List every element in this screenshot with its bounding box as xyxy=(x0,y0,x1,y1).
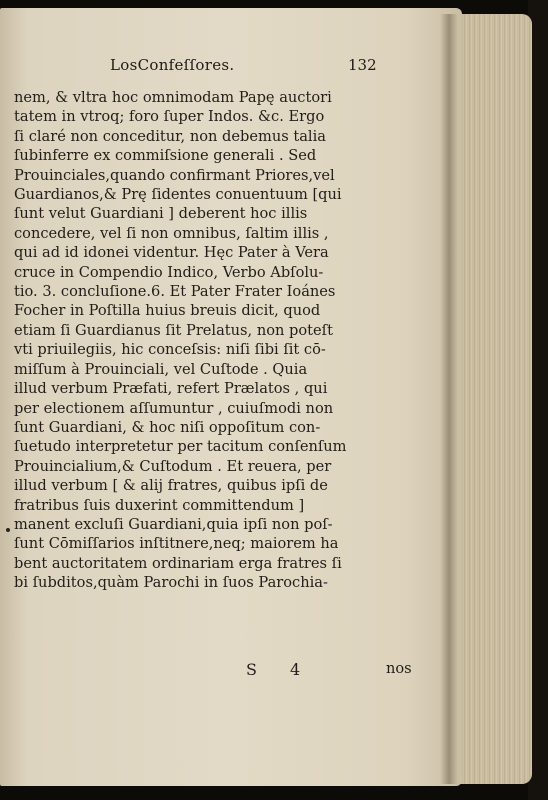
text-line: Prouincialium,& Cuſtodum . Et reuera, per xyxy=(14,457,332,475)
text-line: tatem in vtroq; foro ſuper Indos. &c. Ergo xyxy=(14,108,325,126)
text-line: Focher in Poſtilla huius breuis dicit, quod xyxy=(14,302,321,320)
book-page xyxy=(0,8,462,786)
catchword: nos xyxy=(386,660,412,677)
text-line: per electionem aſſumuntur , cuiuſmodi non xyxy=(14,399,334,417)
text-line: ſunt Cōmiſſarios inſtitnere,neq; maiorem ha xyxy=(14,535,339,553)
text-line: vti priuilegiis, hic conceſsis: niſi ſibi ſit cō- xyxy=(14,341,326,359)
page-number: 132 xyxy=(348,56,377,74)
text-line: ſuetudo interpretetur per tacitum conſenſum xyxy=(14,438,347,456)
text-line: ſi claré non conceditur, non debemus talia xyxy=(14,127,326,145)
text-line: bi ſubditos,quàm Parochi in ſuos Parochia- xyxy=(14,574,328,592)
text-line: concedere, vel ſi non omnibus, ſaltim illis , xyxy=(14,224,329,242)
text-line: manent excluſi Guardiani,quia ipſi non poſ- xyxy=(14,515,333,533)
text-line: miſſum à Prouinciali, vel Cuſtode . Quia xyxy=(14,360,308,378)
text-line: bent auctoritatem ordinariam erga fratres ſi xyxy=(14,554,342,572)
text-line: ſunt Guardiani, & hoc niſi oppoſitum con- xyxy=(14,418,321,436)
page-header xyxy=(0,56,440,84)
text-line: tio. 3. concluſione.6. Et Pater Frater Ioánes xyxy=(14,283,336,301)
signature-mark: S 4 xyxy=(246,660,315,679)
text-line: ſubinferre ex commiſsione generali . Sed xyxy=(14,147,317,165)
text-line: nem, & vltra hoc omnimodam Papę auctori xyxy=(14,89,332,106)
text-line: fratribus ſuis duxerint committendum ] xyxy=(14,496,305,514)
body-text xyxy=(14,88,398,593)
ink-speck xyxy=(6,528,10,532)
text-line: illud verbum Præfati, refert Prælatos , qui xyxy=(14,380,328,398)
text-line: illud verbum [ & alij fratres, quibus ipſi de xyxy=(14,477,328,495)
text-line: cruce in Compendio Indico, Verbo Abſolu- xyxy=(14,263,324,281)
page-footer xyxy=(0,660,440,684)
text-line: Prouinciales,quando confirmant Priores,vel xyxy=(14,166,335,184)
running-head: LosConfeſſores. xyxy=(110,56,235,74)
text-line: etiam ſi Guardianus ſit Prelatus, non poteſt xyxy=(14,321,333,339)
text-line: qui ad id idonei videntur. Hęc Pater à Vera xyxy=(14,244,329,262)
text-line: Guardianos,& Prę ſidentes conuentuum [qui xyxy=(14,186,342,204)
gutter-shadow xyxy=(440,14,458,784)
text-line: ſunt velut Guardiani ] deberent hoc illis xyxy=(14,205,308,223)
